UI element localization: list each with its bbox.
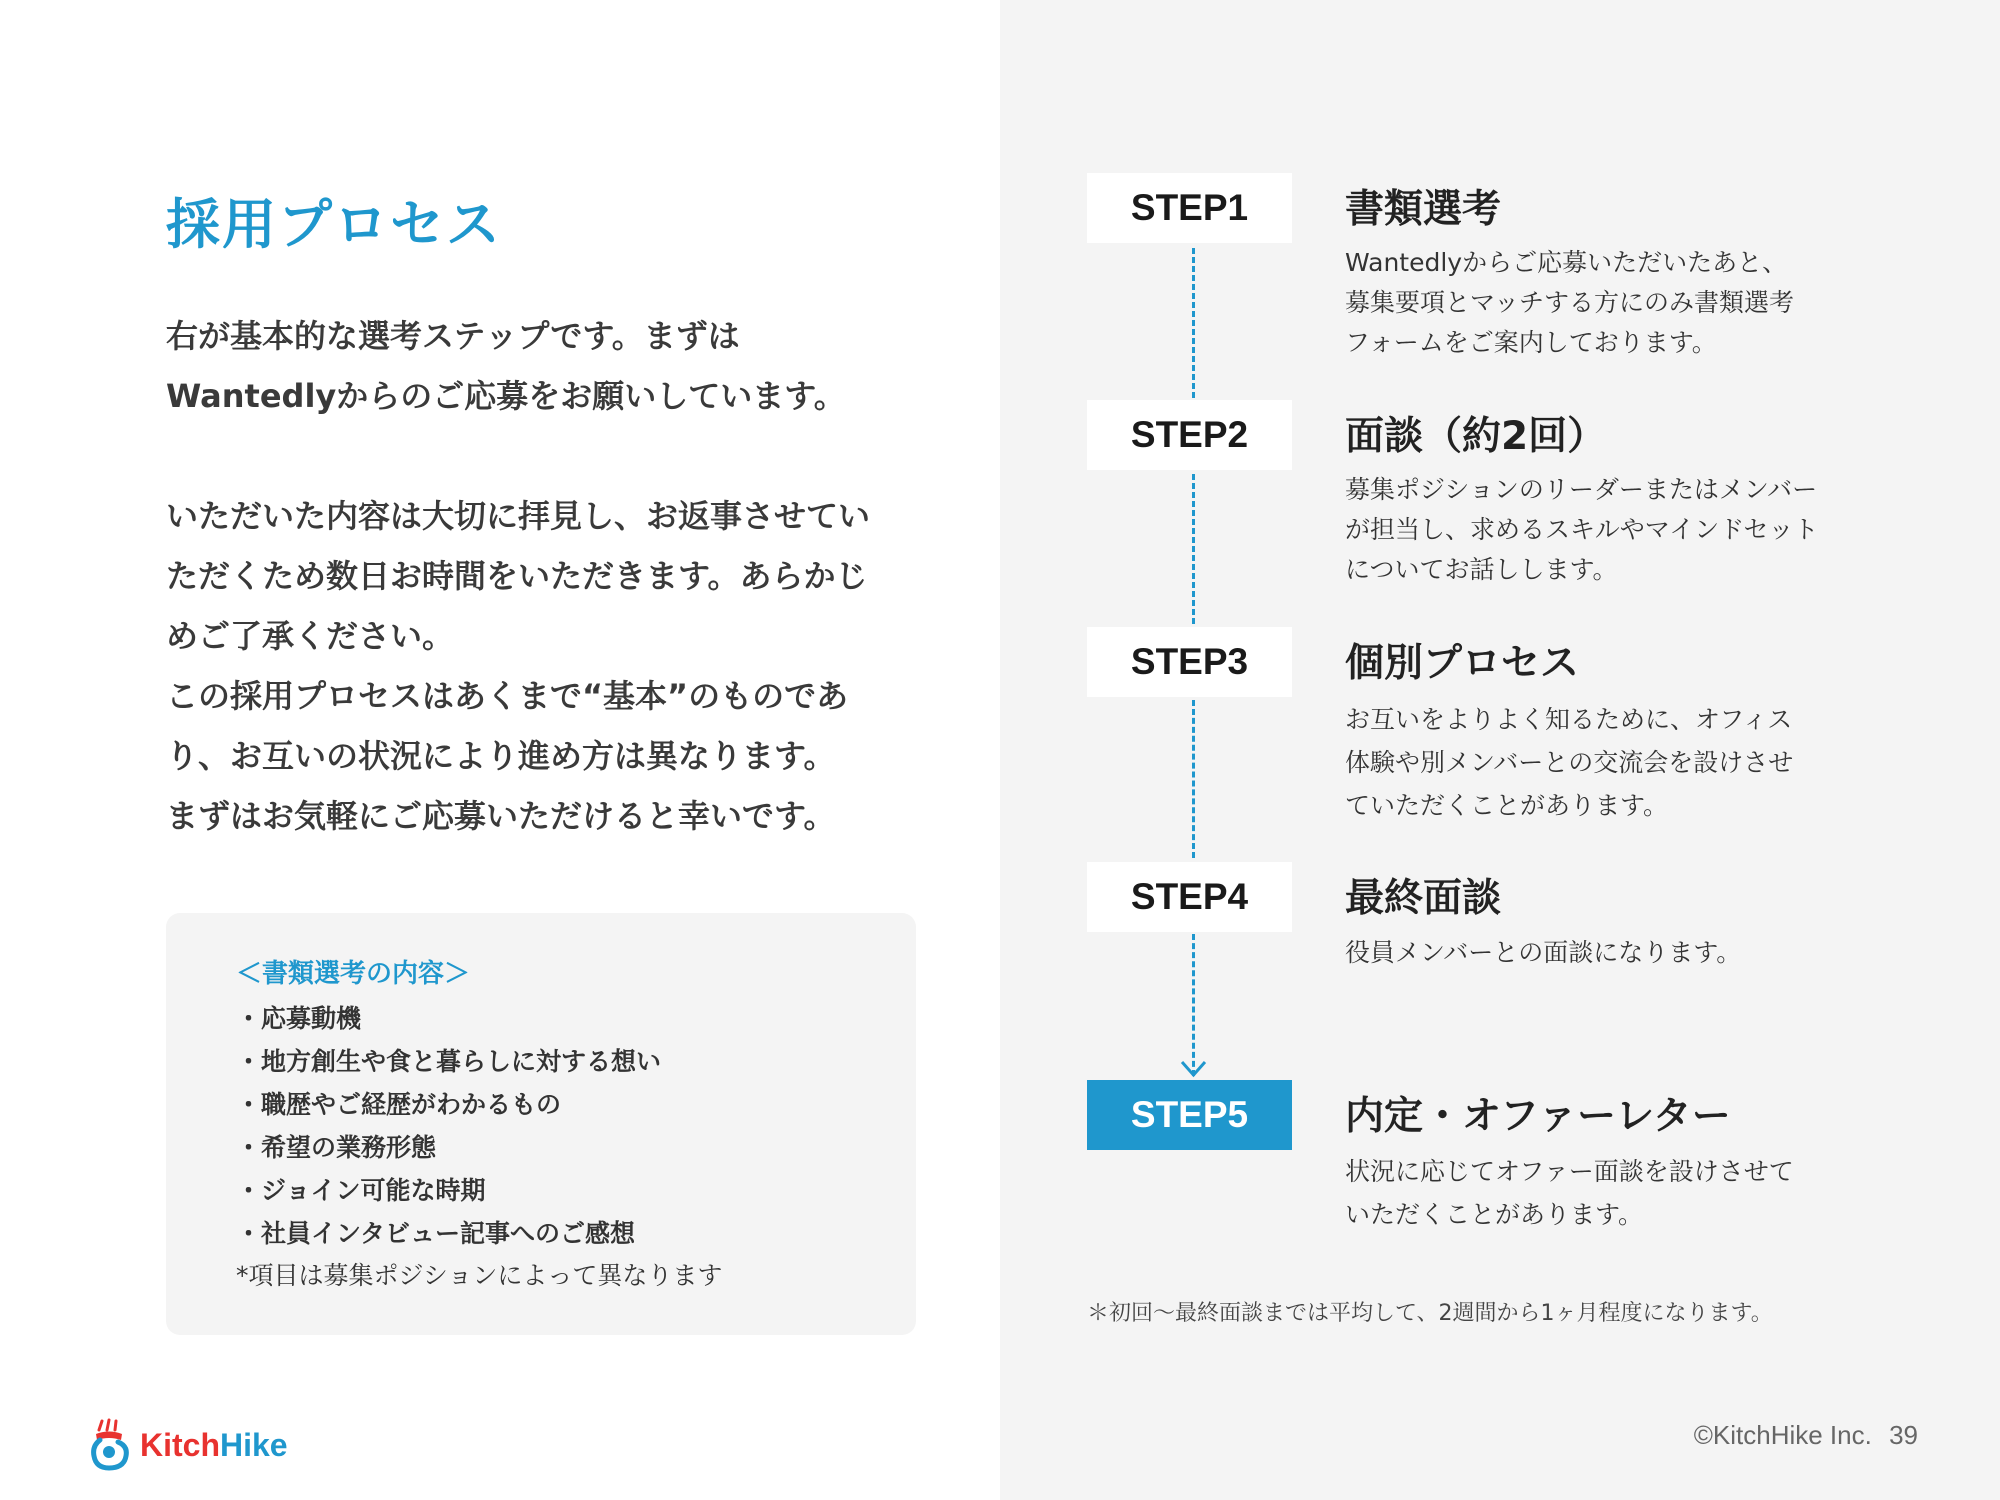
kitchhike-logo [86, 1418, 288, 1472]
step-connector [1192, 700, 1195, 858]
intro-line: 右が基本的な選考ステップです。まずは [166, 317, 740, 355]
intro-line: ただくため数日お時間をいただきます。あらかじ [166, 557, 868, 595]
intro-line: り、お互いの状況により進め方は異なります。 [166, 737, 836, 775]
step-label-5: STEP5 [1087, 1080, 1292, 1150]
step-description-line: 状況に応じてオファー面談を設けさせて [1345, 1157, 1794, 1186]
list-item: ・ジョイン可能な時期 [236, 1176, 486, 1205]
intro-line: めご了承ください。 [166, 617, 455, 655]
step-title-2: 面談（約2回） [1345, 414, 1607, 459]
step-description-line: ていただくことがあります。 [1345, 791, 1669, 820]
step-connector [1192, 248, 1195, 398]
logo-text-hike: Hike [220, 1426, 288, 1463]
step-label-1: STEP1 [1087, 173, 1292, 243]
footnote: ＊初回〜最終面談までは平均して、2週間から1ヶ月程度になります。 [1087, 1301, 1773, 1326]
step-description-4 [1345, 933, 1865, 973]
step-label-4: STEP4 [1087, 862, 1292, 932]
step-connector [1192, 934, 1195, 1076]
step-title-5: 内定・オファーレター [1345, 1094, 1731, 1139]
intro-line: いただいた内容は大切に拝見し、お返事させてい [166, 497, 871, 535]
list-item: ・職歴やご経歴がわかるもの [236, 1090, 562, 1119]
logo-text-kitch: Kitch [140, 1426, 220, 1463]
step-label-3: STEP3 [1087, 627, 1292, 697]
list-item: ・地方創生や食と暮らしに対する想い [236, 1047, 662, 1076]
copyright [1694, 1420, 1918, 1451]
chef-hat-icon [86, 1418, 132, 1472]
step-description-3 [1345, 698, 1865, 827]
step-description-line: 体験や別メンバーとの交流会を設けさせ [1345, 748, 1794, 777]
intro-line: Wantedlyからのご応募をお願いしています。 [166, 377, 846, 415]
intro-text [166, 306, 926, 846]
step-description-line: Wantedlyからご応募いただいたあと、 [1345, 248, 1788, 277]
document-review-title: ＜書類選考の内容＞ [236, 959, 471, 989]
step-label-2: STEP2 [1087, 400, 1292, 470]
intro-line: まずはお気軽にご応募いただけると幸いです。 [166, 797, 836, 835]
intro-line: この採用プロセスはあくまで“基本”のものであ [166, 677, 849, 715]
arrow-down-icon [1180, 1058, 1207, 1080]
step-title-4: 最終面談 [1345, 876, 1502, 921]
step-description-line: についてお話しします。 [1345, 555, 1618, 584]
page-number: 39 [1889, 1420, 1918, 1450]
list-item: ・希望の業務形態 [236, 1133, 437, 1162]
document-review-list [236, 997, 661, 1255]
step-title-3: 個別プロセス [1345, 641, 1580, 686]
document-review-note: *項目は募集ポジションによって異なります [236, 1261, 723, 1290]
document-review-box [166, 913, 916, 1335]
step-description-line: 募集要項とマッチする方にのみ書類選考 [1345, 288, 1795, 317]
step-description-line: いただくことがあります。 [1345, 1200, 1644, 1229]
step-description-2 [1345, 470, 1865, 590]
list-item: ・社員インタビュー記事へのご感想 [236, 1219, 636, 1248]
intro-spacer [166, 426, 926, 486]
step-description-line: が担当し、求めるスキルやマインドセット [1345, 515, 1819, 544]
step-title-1: 書類選考 [1345, 187, 1502, 232]
step-description-line: 募集ポジションのリーダーまたはメンバー [1345, 475, 1818, 504]
copyright-text: ©KitchHike Inc. [1693, 1420, 1872, 1450]
step-connector [1192, 474, 1195, 624]
step-description-line: お互いをよりよく知るために、オフィス [1345, 705, 1793, 734]
list-item: ・応募動機 [236, 1004, 362, 1033]
step-description-line: 役員メンバーとの面談になります。 [1345, 938, 1742, 967]
step-description-1 [1345, 243, 1865, 363]
step-description-line: フォームをご案内しております。 [1345, 328, 1717, 357]
page-title: 採用プロセス [166, 193, 502, 256]
step-description-5 [1345, 1150, 1865, 1236]
